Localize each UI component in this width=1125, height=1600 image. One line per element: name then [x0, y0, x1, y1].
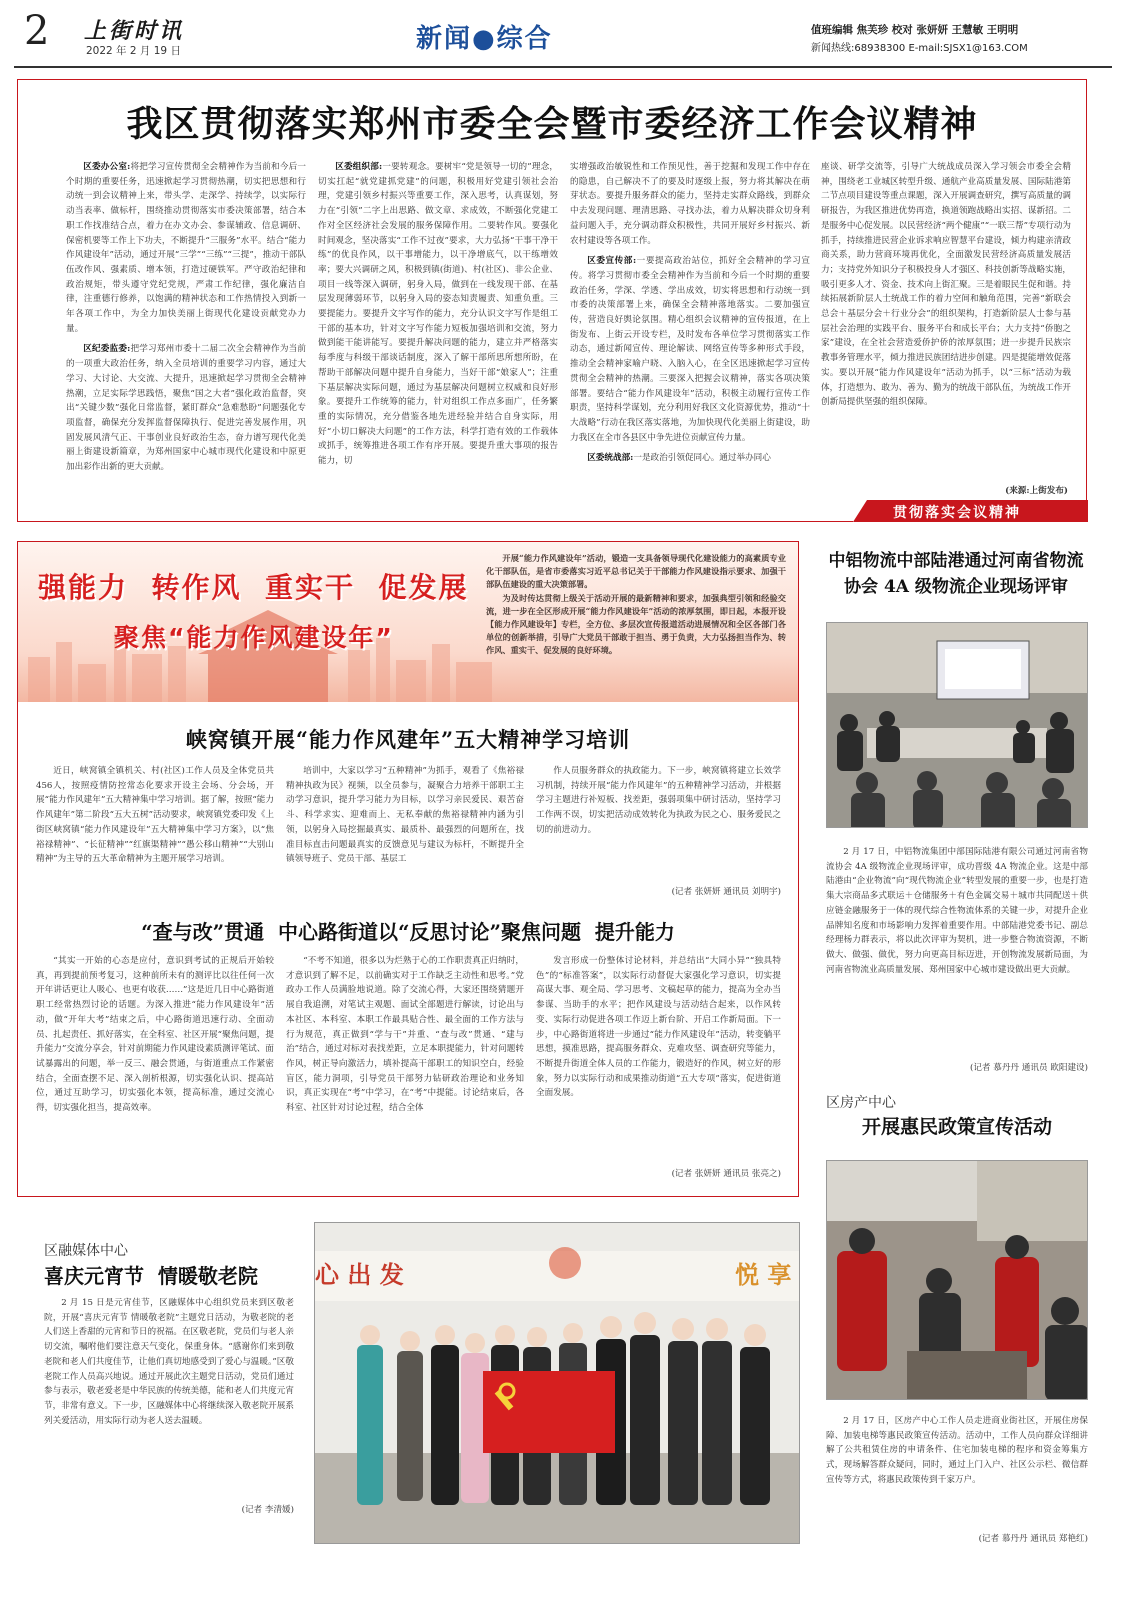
party-flag [483, 1371, 615, 1453]
side2-headline: 开展惠民政策宣传活动 [861, 1116, 1052, 1138]
story2-p2: 培训中，大家以学习“五种精神”为抓手，观看了《焦裕禄精神执政为民》视频，以全员参与，凝聚合力培养干部职工主动学习意识，提升学习能力为目标，以学习亲民爱民、艰苦奋斗、科学求实、迎难而上、无私奉献的焦裕禄精神内涵为引领，以躬身入局挖掘最真实、最质朴、最强烈的问题所在，找准目标直击问题最真实的反馈意见与建议为标杆，不断提升全镇领导班子、党员干部、基层工 [286, 766, 524, 865]
ribbon-label: 贯彻落实会议精神 [893, 505, 1021, 521]
lead-label: 区委组织部: [335, 162, 383, 172]
story2-col-2 [286, 764, 524, 904]
story3-col-1 [36, 954, 274, 1186]
banner-intro [486, 552, 786, 658]
banner-slogan-1: 强能力 转作风 重实干 促发展 [38, 571, 469, 604]
page-number: 2 [24, 8, 50, 54]
editors-line: 值班编辑 焦芙珍 校对 张妍妍 王慧敏 王明明 [811, 24, 1019, 36]
issue-date: 2022 年 2 月 19 日 [86, 45, 181, 57]
masthead-rule [14, 66, 1112, 68]
lead-ribbon [853, 500, 1088, 522]
banner-slogan-2: 聚焦“能力作风建设年” [114, 623, 394, 652]
lead-text: 将把学习宣传贯彻全会精神作为当前和今后一个时期的重要任务，迅速掀起学习贯彻热潮，切实把思想和行动统一到会议精神上来，带头学、走深学、持续学，以实际行动当表率、做标杆，围绕推动贯彻落实市委决策部署，结合本职工作找准结合点，着力在办文办会、参谋辅政、信息调研、保密机要等工作上下功夫，不断提升“三服务”水平。结合“能力作风建设年”活动，通过开展“三学”“三练”“三提”，推动干部队伍改作风、强素质、增本领，打造过硬铁军。严守政治纪律和政治规矩，带头遵守党纪党规，严肃工作纪律，强化廉洁自律，注重德行修养，以饱满的精神状态和工作热情投入到新一年各项工作中，为全力加快美丽上街现代化建设贡献党办力量。 [66, 162, 306, 334]
side1-text: 2 月 17 日，中铝物流集团中部国际陆港有限公司通过河南省物流协会 4A 级物流企业现场评审，成功晋级 4A 物流企业。这是中部陆港由“企业物流”向“现代物流企业”转型发展的重要一步，也是打造集大宗商品多式联运＋仓储服务＋有色金属交易＋城市共同配送＋供应链金融服务于一体的现代综合性物流体系的关键一步，对提升企业品牌知名度和市场影响力发挥着重要作用。中部陆港党委书记、副总经理杨力群表示，将以此次评审为契机，进一步整合物流资源，不断做大、做强、做优，努力向更高目标迈进，开创物流发展新局面，为河南省物流业高质量发展、郑州国家中心城市建设做出更大贡献。 [826, 847, 1088, 975]
story3-byline: (记者 张妍妍 通讯员 张亮之) [671, 1169, 781, 1179]
side2-body [826, 1414, 1088, 1524]
campaign-box [17, 541, 799, 1197]
story4-byline: (记者 李清媛) [241, 1505, 294, 1515]
story2-byline: (记者 张妍妍 通讯员 刘明宇) [671, 887, 781, 897]
story4-photo [314, 1222, 800, 1544]
lead-label: 区委办公室: [83, 162, 131, 172]
hotline-line: 新闻热线:68938300 E-mail:SJSX1@163.COM [811, 43, 1028, 54]
lead-story-box [17, 79, 1087, 522]
story2-p3: 作人员服务群众的执政能力。下一步，峡窝镇将建立长效学习机制，持续开展“能力作风建年”的五种精神学习活动，并根据学习主题进行补短板、找差距，强弱项集中研讨活动，坚持学习工作两不误，切实把活动成效转化为执政为民之心、服务爱民之切的前进动力。 [536, 766, 781, 835]
meeting-photo-illustration [827, 623, 1088, 828]
photo-sign-right: 悦 享 [735, 1261, 792, 1289]
lead-text: 把学习郑州市委十二届二次全会精神作为当前的一项重大政治任务，纳入全员培训的重要学习内容，通过大学习、大讨论、大交流、大提升，迅速掀起学习贯彻全会精神热潮，立足实际学思践悟，聚焦“国之大者”强化政治监督，突出“关键少数”强化日常监督，紧盯群众“急难愁盼”问题强化专项监督，确保充分发挥监督保障执行、促进完善发展作用，巩固发展风清气正、干事创业良好政治生态，奋力谱写现代化美丽上街建设新篇章，为郑州国家中心城市现代化建设和中原更加出彩作出新的更大贡献。 [66, 344, 306, 473]
lead-label: 区委宣传部: [587, 256, 637, 267]
story3-col-3 [536, 954, 781, 1160]
lead-col-1 [66, 160, 306, 510]
side2-text: 2 月 17 日，区房产中心工作人员走进商业街社区，开展住房保障、加装电梯等惠民政策宣传活动。活动中，工作人员向群众详细讲解了公共租赁住房的申请条件、住宅加装电梯的程序和资金筹集方式，现场解答群众疑问，同时，通过上门入户、社区公示栏、微信群宣传等方式，将惠民政策传到千家万户。 [826, 1416, 1088, 1485]
lead-label: 区纪委监委: [83, 344, 131, 355]
story2-col-1 [36, 764, 274, 904]
lead-text: 实增强政治敏锐性和工作预见性，善于挖掘和发现工作中存在的隐患，自己解决不了的要及时逐级上报，努力将其解决在萌芽状态。要提升服务群众的能力，坚持走实群众路线，到群众中去发现问题、理清思路、寻找办法，着力从解决群众切身利益问题入手，充分调动群众积极性，共同开展好乡村振兴、新农村建设等各项工作。 [570, 162, 810, 246]
story2-col-3 [536, 764, 781, 874]
lead-col-4 [821, 160, 1071, 480]
side2-byline: (记者 慕丹丹 通讯员 郑艳红) [978, 1534, 1088, 1544]
side1-byline: (记者 慕丹丹 通讯员 欧阳建设) [969, 1063, 1088, 1073]
side1-photo [826, 622, 1088, 828]
lead-headline: 我区贯彻落实郑州市委全会暨市委经济工作会议精神 [126, 103, 978, 145]
masthead [0, 0, 1125, 72]
story2-headline: 峡窝镇开展“能力作风建年”五大精神学习培训 [185, 727, 631, 752]
lead-text: 一要提高政治站位，抓好全会精神的学习宣传。将学习贯彻市委全会精神作为当前和今后一个时期的重要政治任务，学深、学透、学出成效，切实将思想和行动统一到市委的决策部署上来，确保全会精神落地落实。二要加强宣传，营造良好舆论氛围。精心组织会议精神的宣传报道，在上街发布、上街云开设专栏，及时发布各单位学习贯彻落实工作动态，通过新闻宣传、理论解读、网络宣传等多种形式手段，推动全会精神家喻户晓、入脑入心，在全区迅速掀起学习宣传贯彻全会精神的热潮。三要深入把握会议精神，落实各项决策部署。要结合“能力作风建设年”活动，积极主动履行宣传工作职责，坚持科学谋划，充分利用好我区文化资源优势，推动“十大战略”行动在我区落实落地，为加快现代化美丽上街建设，助力我区在全市各县区中争先进位贡献宣传力量。 [570, 256, 810, 443]
group-photo-illustration [315, 1223, 800, 1544]
story3-headline: “查与改”贯通 中心路街道以“反思讨论”聚焦问题 提升能力 [141, 920, 675, 944]
story4-kicker: 区融媒体中心 [44, 1243, 128, 1259]
banner-intro-p2: 为及时传达贯彻上级关于活动开展的最新精神和要求，加强典型引领和经验交流，进一步在全区形成开展“能力作风建设年”活动的浓厚氛围，即日起，本报开设【能力作风建设年】专栏，全方位、多层次宣传报道活动进展情况和全区各部门各单位的创新举措，引导广大党员干部敢于担当、勇于负责，大力弘扬担当作为、转作风、重实干、促发展的良好环境。 [486, 592, 786, 656]
paper-name-logo: 上街时讯 [84, 18, 185, 44]
story4-text: 2 月 15 日是元宵佳节，区融媒体中心组织党员来到区敬老院，开展“喜庆元宵节 情暖敬老院”主题党日活动，为敬老院的老人们送上香甜的元宵和节日的祝福。在区敬老院，党员们与老人亲切交流，嘱咐他们要注意天气变化，保重身体。“感谢你们来到敬老院和老人们共度佳节，让他们真切地感受到了爱心与温暖。”区敬老院工作人员高兴地说。通过开展此次主题党日活动，党员们通过参与表示，敬老爱老是中华民族的传统美德，能和老人们共度元宵节，非常有意义。下一步，区融媒体中心将继续深入敬老院开展系列关爱活动，用实际行动为老人送去温暖。 [44, 1298, 294, 1426]
story2-p1: 近日，峡窝镇全镇机关、村(社区)工作人员及全体党员共456人，按照疫情防控常态化要求开设主会场、分会场，开展“能力作风建年”五大精神集中学习培训。据了解，按照“能力作风建年”第二阶段“五大五树”活动要求，峡窝镇党委印发《上街区峡窝镇“能力作风建设年”五大精神集中学习方案》，以“焦裕禄精神”、“长征精神”“红旗渠精神”“愚公移山精神”“大别山精神”为主导的五大革命精神为主题开展学习培训。 [36, 766, 274, 865]
lead-label: 区委统战部: [587, 453, 634, 464]
section-title: 新闻●综合 [416, 24, 553, 54]
campaign-banner [18, 542, 798, 702]
lead-text: 一要转观念。要树牢“党是领导一切的”理念，切实扛起“就党建抓党建”的问题，积极用好党建引领社会治理，党建引领乡村振兴等重要工作，深入思考，认真谋划，努力在“引领”二字上出思路、做文章、求成效，不断强化党建工作对全区经济社会发展的服务保障作用。二要转作风。要强化时间观念，坚决落实“工作不过夜”要求，大力弘扬“干事干净干练”的优良作风，以干事增能力，以干净增底气，以干练增效率；要大兴调研之风，积极到镇(街道)、村(社区)、非公企业、项目一线等深入调研，躬身入局，做到在一线发现干部、在基层发现薄弱环节，以躬身入局的姿态知责履责、知重负重。三要提能力。要提升文字写作的能力，充分认识文字写作是组工干部的基本功，针对文字写作能力短板加强培训和交流，努力做到能干能讲能写。要提升解决问题的能力，建立并严格落实每季度与科级干部谈话制度，深入了解干部所思所想所盼，在帮助干部解决问题中提升自身能力，当好干部“娘家人”；注重下基层解决实际问题，通过为基层解决问题树立权威和良好形象。要提升工作统筹的能力，针对组织工作点多面广，任务繁重的实际情况，充分借鉴各地先进经验并结合自身实际，用好“小切口解决大问题”的工作方法，科学打造有效的工作载体或抓手，统筹推进各项工作有序开展。要提升重大事项的报告能力，切 [318, 162, 558, 467]
story4-body [44, 1296, 294, 1501]
lead-col-2 [318, 160, 558, 510]
lead-text: 一是政治引领促同心。通过举办同心 [633, 453, 771, 464]
story3-p1: “其实一开始的心态是应付，意识到考试的正规后开始较真，再到提前预考复习，这种前所未有的测评比以往任何一次开年讲话更让人吸心、也更有收获……”这是近几日中心路街道职工经常热烈讨论的话题。为深入推进“能力作风建设年”活动，做“开年大考”结束之后，中心路街道迅速行动、全面动员、扎起责任、抓好落实，在全科室、社区开展“聚焦问题，提升能力”交流分享会，针对前期能力作风建设素质测评笔试、面试暴露出的问题，举一反三、融会贯通，与街道重点工作紧密结合，全面查摆不足、深入剖析根源，切实强化认识、提高站位，通过互助学习，切实强化本领，提高标准，通过交流心得，切实强化担当，提高效率。 [36, 956, 274, 1114]
lead-source: (来源:上街发布) [1005, 486, 1068, 496]
ribbon-notch [853, 500, 867, 522]
side1-headline: 中铝物流中部陆港通过河南省物流协会 4A 级物流企业现场评审 [828, 551, 1084, 597]
story4-headline: 喜庆元宵节 情暖敬老院 [44, 1264, 258, 1288]
story3-p2: “不考不知道，很多以为烂熟于心的工作职责真正归纳时，才意识到了解不足，以前确实对于工作缺乏主动性和思考。”党政办工作人员满脸地说道。除了交流心得，大家还围绕猜题开展自我追溯，对笔试主观题、面试全部题进行解读，讨论出与本社区、本科室、本职工作最具贴合性、最全面的工作方法与行为规范，真正做到“学与干”并重、“查与改”贯通、“建与治”结合，通过对标对表找差距，立足本职提能力，针对问题转作风，树正导向激活力，填补提高干部职工的知识空白，经验盲区，能力洞项，引导党员干部努力钻研政治理论和业务知识，真正实现在“考”中学习，在“考”中提能。讨论结束后，各科室、社区针对讨论过程，结合全体 [286, 956, 524, 1114]
story3-col-2 [286, 954, 524, 1186]
photo-sign-left: 心 出 发 [315, 1261, 404, 1289]
side1-body [826, 845, 1088, 1055]
side2-photo [826, 1160, 1088, 1400]
policy-event-photo-illustration [827, 1161, 1088, 1400]
lead-col-3 [570, 160, 810, 510]
side2-kicker: 区房产中心 [826, 1095, 896, 1111]
story3-p3: 发言形成一份整体讨论材料，并总结出“大同小异”“独具特色”的“标准答案”，以实际行动督促大家强化学习意识，切实提高谋大事、观全局、学习思考、文稿起草的能力，提高为全办当参谋、当助手的水平；把作风建设与活动结合起来，以作风转变、实际行动促进各项工作迈上新台阶、开启工作新局面。下一步，中心路街道将进一步通过“能力作风建设年”活动，转变躺平思想，摸准思路，提高服务群众、克难攻坚、调查研究等能力，不断提升街道全体人员的工作能力，锻造好的作风，树立好的形象，努力以实际行动和成果推动街道“五大专项”落实，促进街道全面发展。 [536, 956, 781, 1099]
lead-text: 座谈、研学交流等，引导广大统战成员深入学习领会市委全会精神，围绕老工业城区转型升级、通航产业高质量发展、国际陆港第二节点项目建设等重点课题，深入开展调查研究，撰写高质量的调研报告，为我区推进优势再造，换道领跑战略出实招、谋新招。二是服务中心促发展。以民营经济“两个健康”“一联三帮”专项行动为抓手，持续推进民营企业诉求响应智慧平台建设，倾力构建亲清政商关系，助力营商环境再优化，全面激发民营经济高质量发展活力；支持党外知识分子积极投身人才强区、科技创新等战略实施，吸引更多人才、资金、技术向上街汇聚。三是着眼民生促和谐。持续拓展新阶层人士统战工作的着力空间和触角范围，完善“新联会总会＋基层分会＋行业分会”的组织架构，打造新阶层人士参与基层社会治理的实践平台、服务平台和成长平台；大力支持“侨胞之家”建设，在全社会营造爱侨护侨的浓厚氛围；进一步提升民族宗教事务管理水平，倾力推进民族团结进步创建。四是提能增效促落实。要以开展“能力作风建设年”活动为抓手，以“三标”活动为载体，打造想为、敢为、善为、勤为的统战干部队伍，为统战工作开创新局提供坚强的组织保障。 [821, 162, 1071, 408]
banner-intro-p1: 开展“能力作风建设年”活动，锻造一支具备领导现代化建设能力的高素质专业化干部队伍，是省市委落实习近平总书记关于干部能力作风建设指示要求、加强干部队伍建设的重大决策部署。 [486, 553, 786, 590]
